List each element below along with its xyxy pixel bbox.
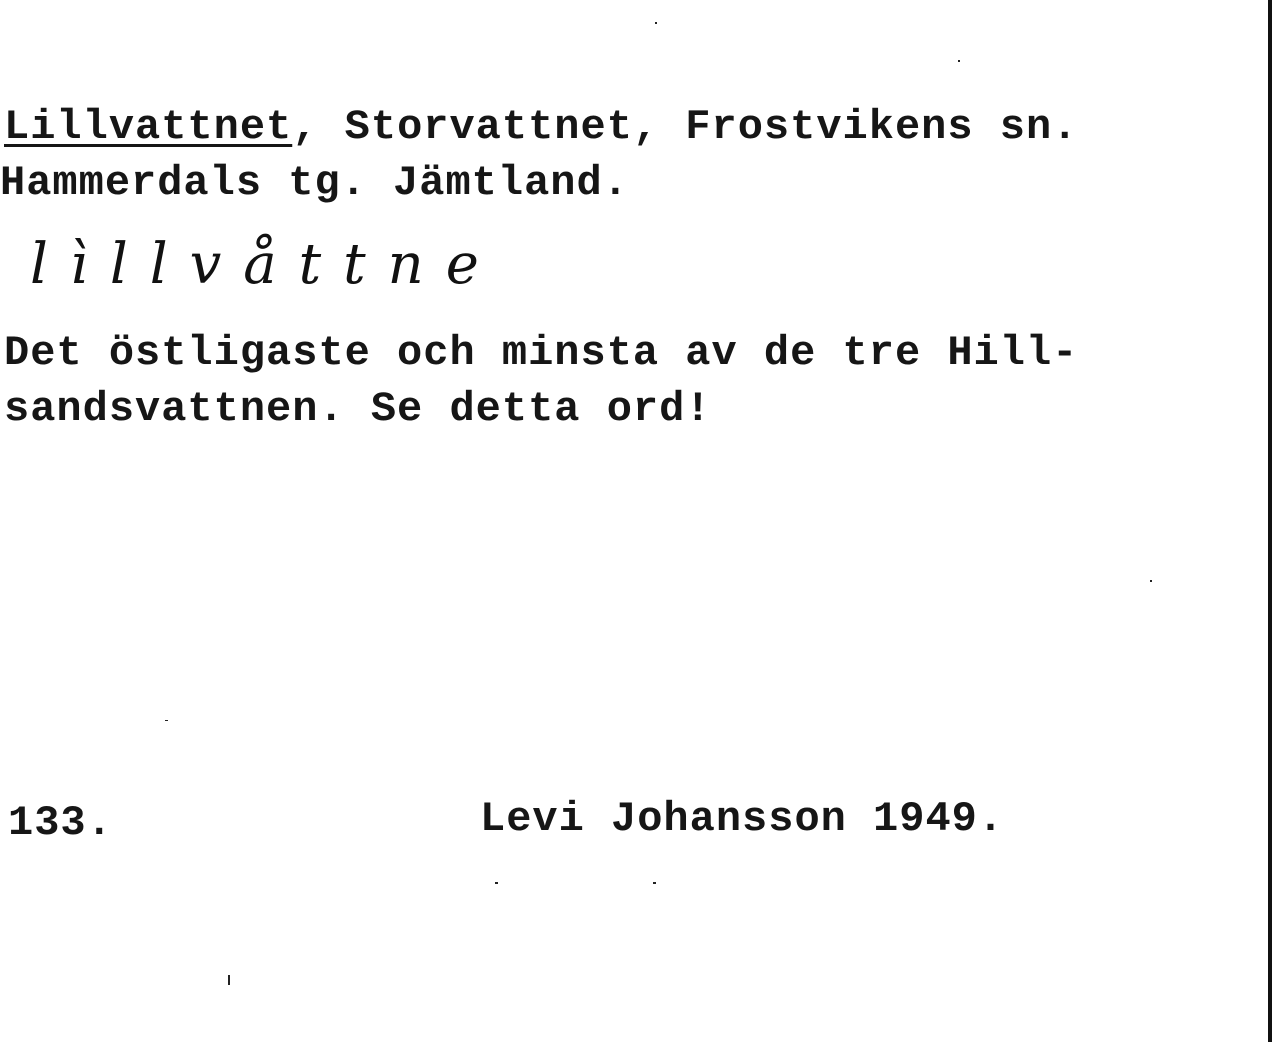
handwritten-pronunciation: lìllvåttne xyxy=(30,232,501,297)
dust-speck xyxy=(165,720,168,721)
dust-speck xyxy=(228,975,230,985)
headword: Lillvattnet xyxy=(4,103,293,151)
dust-speck xyxy=(655,22,657,24)
collector-signature: Levi Johansson 1949. xyxy=(480,795,1005,843)
heading-rest: , Storvattnet, Frostvikens sn. xyxy=(292,103,1079,151)
dust-speck xyxy=(495,882,498,884)
card-right-edge xyxy=(1268,0,1272,1042)
dust-speck xyxy=(958,60,960,62)
description-line-1: Det östligaste och minsta av de tre Hill- xyxy=(4,329,1079,377)
dust-speck xyxy=(1150,580,1152,582)
location-line: Hammerdals tg. Jämtland. xyxy=(0,159,629,207)
description-line-2: sandsvattnen. Se detta ord! xyxy=(4,385,712,433)
heading-line xyxy=(4,100,1078,154)
dust-speck xyxy=(653,882,656,884)
card-number: 133. xyxy=(8,799,113,847)
